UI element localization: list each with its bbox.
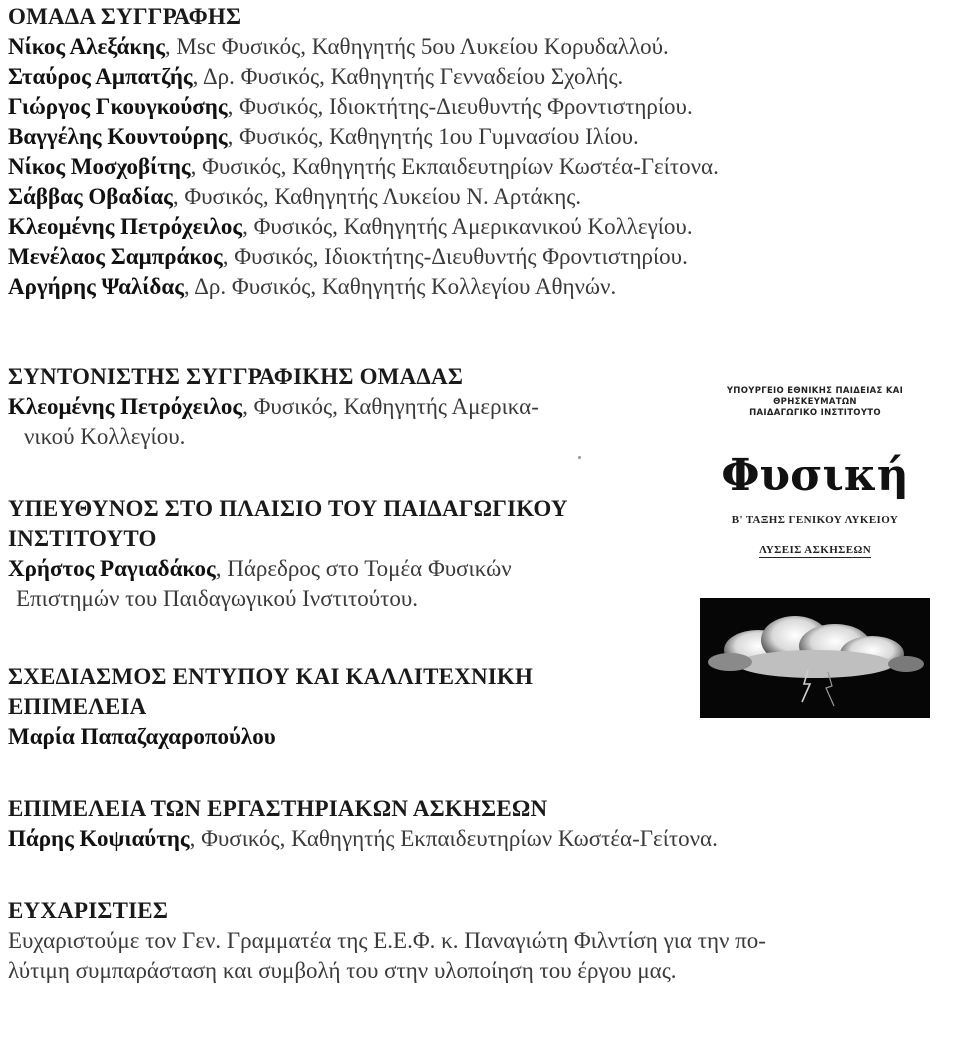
cover-publisher-line: ΥΠΟΥΡΓΕΙΟ ΕΘΝΙΚΗΣ ΠΑΙΔΕΙΑΣ ΚΑΙ [726,386,904,396]
thanks-heading: ΕΥΧΑΡΙΣΤΙΕΣ [8,898,169,923]
institute-desc: , Πάρεδρος στο Τομέα Φυσικών [215,556,512,581]
design-name: Μαρία Παπαζαχαροπούλου [8,724,276,749]
lab-desc: , Φυσικός, Καθηγητής Εκπαιδευτηρίων Κωστέα-Γείτονα. [189,826,718,851]
author-desc: , Φυσικός, Καθηγητής 1ου Γυμνασίου Ιλίου. [227,124,639,149]
design-heading-2: ΕΠΙΜΕΛΕΙΑ [8,694,147,719]
author-line [8,92,719,122]
authors-section [8,2,719,302]
coordinator-desc-2: νικού Κολλεγίου. [24,424,186,449]
institute-line [8,554,568,584]
author-line [8,32,719,62]
coordinator-line [8,392,539,422]
author-desc: , Φυσικός, Ιδιοκτήτης-Διευθυντής Φροντιστηρίου. [222,244,688,269]
coordinator-section [8,362,539,452]
author-desc: , Msc Φυσικός, Καθηγητής 5ου Λυκείου Κορυδαλλού. [164,34,669,59]
thanks-line: Ευχαριστούμε τον Γεν. Γραμματέα της Ε.Ε.Φ. κ. Παναγιώτη Φιλντίση για την πο- [8,928,766,953]
cover-subtitle-2: ΛΥΣΕΙΣ ΑΣΚΗΣΕΩΝ [758,544,872,556]
cover-storm-image [700,598,930,718]
lab-heading: ΕΠΙΜΕΛΕΙΑ ΤΩΝ ΕΡΓΑΣΤΗΡΙΑΚΩΝ ΑΣΚΗΣΕΩΝ [8,796,548,821]
author-desc: , Φυσικός, Καθηγητής Εκπαιδευτηρίων Κωστέα-Γείτονα. [190,154,719,179]
institute-desc-2: Επιστημών του Παιδαγωγικού Ινστιτούτου. [16,586,419,611]
author-line [8,122,719,152]
cover-publisher-line: ΘΡΗΣΚΕΥΜΑΤΩΝ [773,397,857,407]
design-line [8,722,533,752]
coordinator-line-2 [8,422,539,452]
design-heading: ΣΧΕΔΙΑΣΜΟΣ ΕΝΤΥΠΟΥ ΚΑΙ ΚΑΛΛΙΤΕΧΝΙΚΗ [8,664,534,689]
institute-section [8,494,568,614]
author-line [8,242,719,272]
author-name: Γιώργος Γκουγκούσης [8,94,228,119]
speck [578,456,581,459]
author-desc: , Φυσικός, Καθηγητής Αμερικανικού Κολλεγίου. [242,214,693,239]
author-line [8,272,719,302]
author-line [8,152,719,182]
storm-cloud-illustration [700,598,930,718]
author-name: Μενέλαος Σαμπράκος [8,244,223,269]
thanks-line-2: λύτιμη συμπαράσταση και συμβολή του στην υλοποίηση του έργου μας. [8,958,677,983]
institute-line-2 [8,584,568,614]
coordinator-name: Κλεομένης Πετρόχειλος [8,394,243,419]
coordinator-desc: , Φυσικός, Καθηγητής Αμερικα- [242,394,539,419]
author-name: Κλεομένης Πετρόχειλος [8,214,243,239]
lab-name: Πάρης Κοψιαύτης [8,826,190,851]
author-desc: , Δρ. Φυσικός, Καθηγητής Γενναδείου Σχολής. [192,64,624,89]
author-name: Βαγγέλης Κουντούρης [8,124,228,149]
institute-name: Χρήστος Ραγιαδάκος [8,556,216,581]
authors-heading: ΟΜΑΔΑ ΣΥΓΓΡΑΦΗΣ [8,4,242,29]
institute-heading-2: ΙΝΣΤΙΤΟΥΤΟ [8,526,157,551]
cover-publisher [676,386,954,419]
author-name: Νίκος Μοσχοβίτης [8,154,191,179]
author-name: Σάββας Οβαδίας [8,184,173,209]
cover-subtitle-2-wrap [676,540,954,558]
cover-title: Φυσική [721,450,909,501]
author-name: Αργήρης Ψαλίδας [8,274,184,299]
coordinator-heading: ΣΥΝΤΟΝΙΣΤΗΣ ΣΥΓΓΡΑΦΙΚΗΣ ΟΜΑΔΑΣ [8,364,464,389]
lab-section [8,794,718,854]
author-line [8,62,719,92]
cover-subtitle: Β' ΤΑΞΗΣ ΓΕΝΙΚΟΥ ΛΥΚΕΙΟΥ [731,514,899,526]
cover-publisher-line: ΠΑΙΔΑΓΩΓΙΚΟ ΙΝΣΤΙΤΟΥΤΟ [749,408,881,418]
author-desc: , Δρ. Φυσικός, Καθηγητής Κολλεγίου Αθηνών. [183,274,617,299]
thanks-section [8,896,766,986]
design-section [8,662,533,752]
author-desc: , Φυσικός, Καθηγητής Λυκείου Ν. Αρτάκης. [172,184,582,209]
author-name: Νίκος Αλεξάκης [8,34,165,59]
author-name: Σταύρος Αμπατζής [8,64,193,89]
author-line [8,182,719,212]
lab-line [8,824,718,854]
book-cover [676,386,954,718]
author-desc: , Φυσικός, Ιδιοκτήτης-Διευθυντής Φροντιστηρίου. [227,94,693,119]
author-line [8,212,719,242]
institute-heading: ΥΠΕΥΘΥΝΟΣ ΣΤΟ ΠΛΑΙΣΙΟ ΤΟΥ ΠΑΙΔΑΓΩΓΙΚΟΥ [8,496,568,521]
